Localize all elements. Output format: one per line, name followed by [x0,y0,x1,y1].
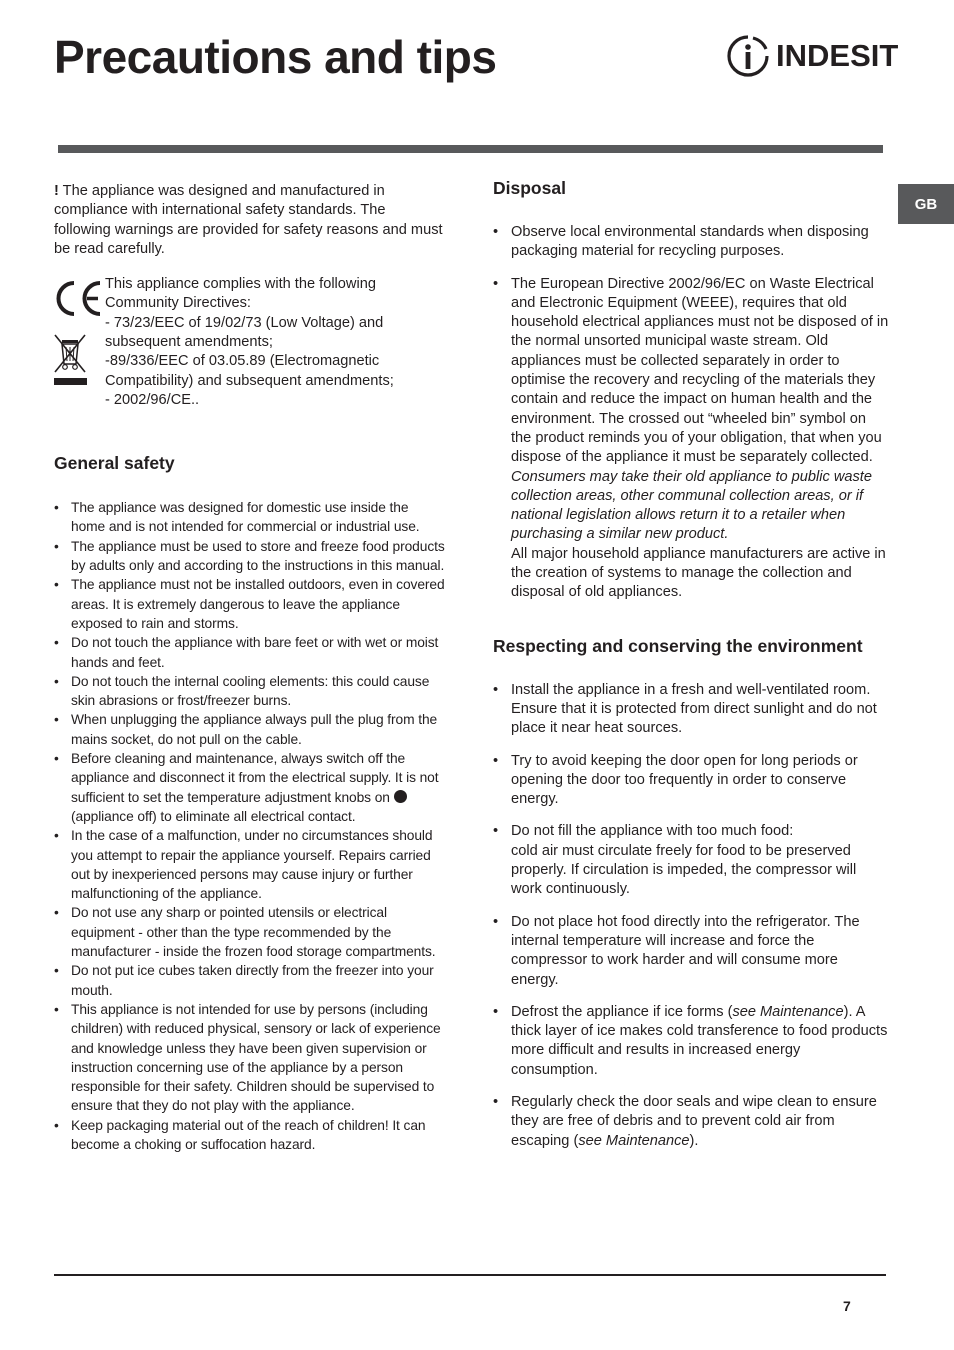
warning-mark: ! [54,183,59,199]
cleaning-text-after: (appliance off) to eliminate all electrical contact. [71,808,356,824]
disposal-list [493,223,889,603]
list-item: • The appliance was designed for domestic use inside the home and is not intended for commercial or industrial use. [54,498,446,537]
list-item [493,1093,889,1151]
off-position-icon [394,790,407,803]
defrost-text-b: ). A thick layer of ice makes cold transference to food products more difficult and results in increased energy consumption. [511,1003,888,1078]
list-item: • The appliance must be used to store and freeze food products by adults only and according to the instructions in this manual. [54,537,446,576]
environment-heading: Respecting and conserving the environment [493,635,863,656]
intro-text: The appliance was designed and manufactured in compliance with international safety standards. The following warnings are provided for safety reasons and must be read carefully. [54,183,443,257]
brand-logo [726,34,898,78]
cert-line: - 2002/96/CE.. [105,391,200,408]
list-item: • Do not use any sharp or pointed utensils or electrical equipment - other than the type recommended by the manufacturer - inside the frozen food storage compartments. [54,903,446,961]
cert-line: - 73/23/EEC of 19/02/73 (Low Voltage) and [105,314,384,331]
seals-text-b: ). [689,1132,699,1149]
brand-name: INDESIT [776,38,899,73]
list-item: • In the case of a malfunction, under no circumstances should you attempt to repair the appliance yourself. Repairs carried out by inexperienced persons may cause injury or further malfunctioning of the appliance. [54,826,446,903]
footer-rule [54,1274,886,1276]
list-item: • When unplugging the appliance always pull the plug from the mains socket, do not pull on the cable. [54,710,446,749]
weee-text: The European Directive 2002/96/EC on Waste Electrical and Electronic Equipment (WEEE), requires that old household electrical appliances must not be disposed of in the normal unsorted municipal waste stream. Old appliances must be collected separately in order to optimise the recovery and recycling of the materials they contain and reduce the impact on human health and the environment. The crossed out “wheeled bin” symbol on the product reminds you of your obligation, that when you dispose of the appliance it must be separately collected. [511,275,889,466]
environment-list [493,681,889,1151]
list-item [493,1003,889,1080]
list-item: • Do not touch the internal cooling elements: this could cause skin abrasions or frost/freezer burns. [54,672,446,711]
language-tab: GB [898,184,954,224]
list-item: • Observe local environmental standards when disposing packaging material for recycling purposes. [493,223,889,262]
food-text-a: Do not fill the appliance with too much food: [511,823,794,840]
intro-paragraph [54,182,446,259]
list-item: • Do not put ice cubes taken directly from the freezer into your mouth. [54,961,446,1000]
list-item: • This appliance is not intended for use by persons (including children) with reduced physical, sensory or lack of experience and knowledge unless they have been given supervision or instruction concerning use of the appliance by a person responsible for their safety. Children should be supervised to ensure that they do not play with the appliance. [54,1000,446,1116]
certification-block [54,276,446,411]
general-safety-heading: General safety [54,453,175,474]
header-rule [58,145,883,153]
food-text-b: cold air must circulate freely for food to be preserved properly. If circulation is impeded, the compressor will work continuously. [511,842,857,898]
list-item: • Install the appliance in a fresh and well-ventilated room. Ensure that it is protected from direct sunlight and do not place it near heat sources. [493,681,889,739]
left-column [54,182,446,1154]
crossed-wheeled-bin-icon [52,332,92,392]
right-column [493,178,889,1164]
page-number: 7 [843,1298,851,1314]
list-item: • The appliance must not be installed outdoors, even in covered areas. It is extremely dangerous to leave the appliance exposed to rain and storms. [54,575,446,633]
see-maintenance-ref: see Maintenance [578,1132,690,1149]
page-title: Precautions and tips [54,31,497,83]
list-item: • Do not place hot food directly into the refrigerator. The internal temperature will increase and force the compressor to work harder and will consume more energy. [493,913,889,990]
cert-line: subsequent amendments; [105,334,273,351]
seals-text-a: Regularly check the door seals and wipe clean to ensure they are free of debris and to prevent cold air from escaping ( [511,1093,877,1149]
list-item: • Do not touch the appliance with bare feet or with wet or moist hands and feet. [54,633,446,672]
see-maintenance-ref: see Maintenance [732,1003,844,1020]
list-item: • Try to avoid keeping the door open for long periods or opening the door too frequently in order to conserve energy. [493,752,889,810]
general-safety-list [54,498,446,1154]
ce-mark-icon [54,279,104,319]
list-item [493,275,889,603]
cert-line: Community Directives: [105,295,251,312]
list-item [54,749,446,826]
certification-text [105,275,450,410]
disposal-heading: Disposal [493,178,566,198]
defrost-text-a: Defrost the appliance if ice forms ( [511,1003,733,1020]
manufacturer-note: All major household appliance manufacturers are active in the creation of systems to manage the collection and disposal of old appliances. [511,545,886,601]
cert-line: This appliance complies with the following [105,276,376,293]
indesit-i-icon [726,34,770,78]
cleaning-text-before: Before cleaning and maintenance, always switch off the appliance and disconnect it from the electrical supply. It is not sufficient to set the temperature adjustment knobs on [71,751,439,805]
list-item [493,822,889,899]
list-item: • Keep packaging material out of the reach of children! It can become a choking or suffocation hazard. [54,1116,446,1155]
consumer-note: Consumers may take their old appliance to public waste collection areas, other communal collection areas, or if national legislation allows return it to a retailer when purchasing a similar new product. [511,468,872,543]
cert-line: -89/336/EEC of 03.05.89 (Electromagnetic [105,353,380,370]
cert-line: Compatibility) and subsequent amendments; [105,372,394,389]
